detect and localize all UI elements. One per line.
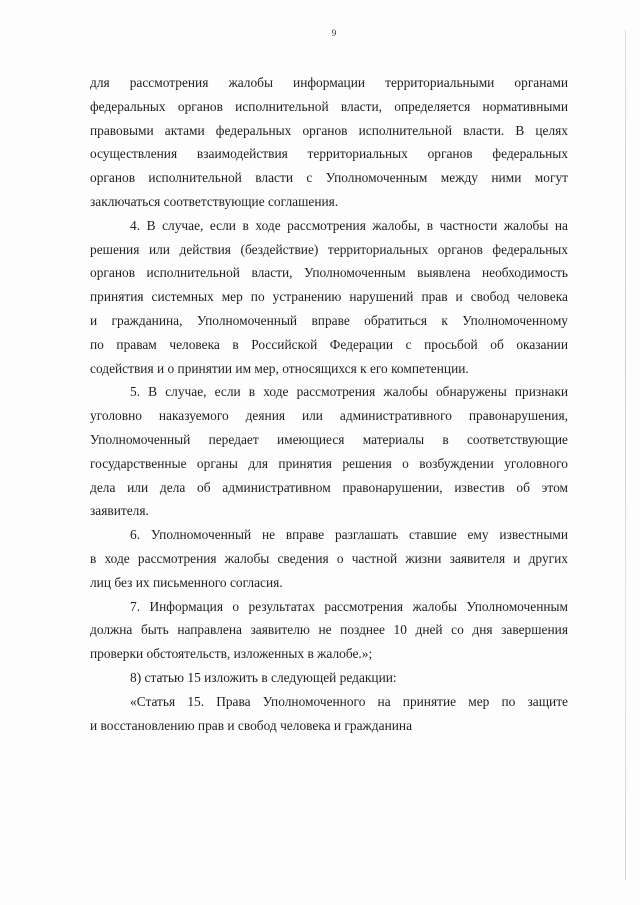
paragraph-line: и гражданина, Уполномоченный вправе обратиться к Уполномоченному: [90, 312, 568, 328]
paragraph-line: федеральных органов исполнительной власти, определяется нормативными: [90, 98, 568, 114]
paragraph-line: Уполномоченный передает имеющиеся материалы в соответствующие: [90, 431, 568, 447]
paragraph-line: заключаться соответствующие соглашения.: [90, 193, 339, 209]
paragraph-line: по правам человека в Российской Федерации с просьбой об оказании: [90, 336, 568, 352]
paragraph-line: лиц без их письменного согласия.: [90, 574, 283, 590]
paragraph-line: 4. В случае, если в ходе рассмотрения жалобы, в частности жалобы на: [130, 217, 568, 233]
paragraph-line: заявителя.: [90, 503, 149, 519]
paragraph-line: содействия и о принятии им мер, относящихся к его компетенции.: [90, 360, 469, 376]
paragraph-line: органов исполнительной власти с Уполномоченным между ними могут: [90, 170, 568, 186]
paragraph-line: государственные органы для принятия решения о возбуждении уголовного: [90, 455, 568, 471]
paragraph-line: 6. Уполномоченный не вправе разглашать ставшие ему известными: [130, 527, 568, 543]
paragraph-line: принятия системных мер по устранению нарушений прав и свобод человека: [90, 289, 568, 305]
document-body: [90, 71, 568, 737]
scan-edge-line: [625, 30, 626, 880]
paragraph-line: органов исполнительной власти, Уполномоченным выявлена необходимость: [90, 265, 568, 281]
paragraph-line: и восстановлению прав и свобод человека и гражданина: [90, 717, 413, 733]
paragraph-line: должна быть направлена заявителю не позднее 10 дней со дня завершения: [90, 622, 568, 638]
page-number: 9: [331, 28, 337, 38]
paragraph-line: решения или действия (бездействие) территориальных органов федеральных: [90, 241, 568, 257]
paragraph-line: правовыми актами федеральных органов исполнительной власти. В целях: [90, 122, 568, 138]
paragraph-line: проверки обстоятельств, изложенных в жалобе.»;: [90, 646, 373, 662]
paragraph-line: дела или дела об административном правонарушении, известив об этом: [90, 479, 568, 495]
paragraph-line: уголовно наказуемого деяния или административного правонарушения,: [90, 408, 568, 424]
paragraph-line: 8) статью 15 изложить в следующей редакции:: [130, 669, 397, 685]
paragraph-line: «Статья 15. Права Уполномоченного на принятие мер по защите: [130, 693, 568, 709]
paragraph-line: в ходе рассмотрения жалобы сведения о частной жизни заявителя и других: [90, 550, 568, 566]
paragraph-line: для рассмотрения жалобы информации территориальными органами: [90, 75, 568, 90]
paragraph-line: 5. В случае, если в ходе рассмотрения жалобы обнаружены признаки: [130, 384, 568, 400]
paragraph-line: 7. Информация о результатах рассмотрения жалобы Уполномоченным: [130, 598, 568, 614]
paragraph-line: осуществления взаимодействия территориальных органов федеральных: [90, 146, 568, 162]
